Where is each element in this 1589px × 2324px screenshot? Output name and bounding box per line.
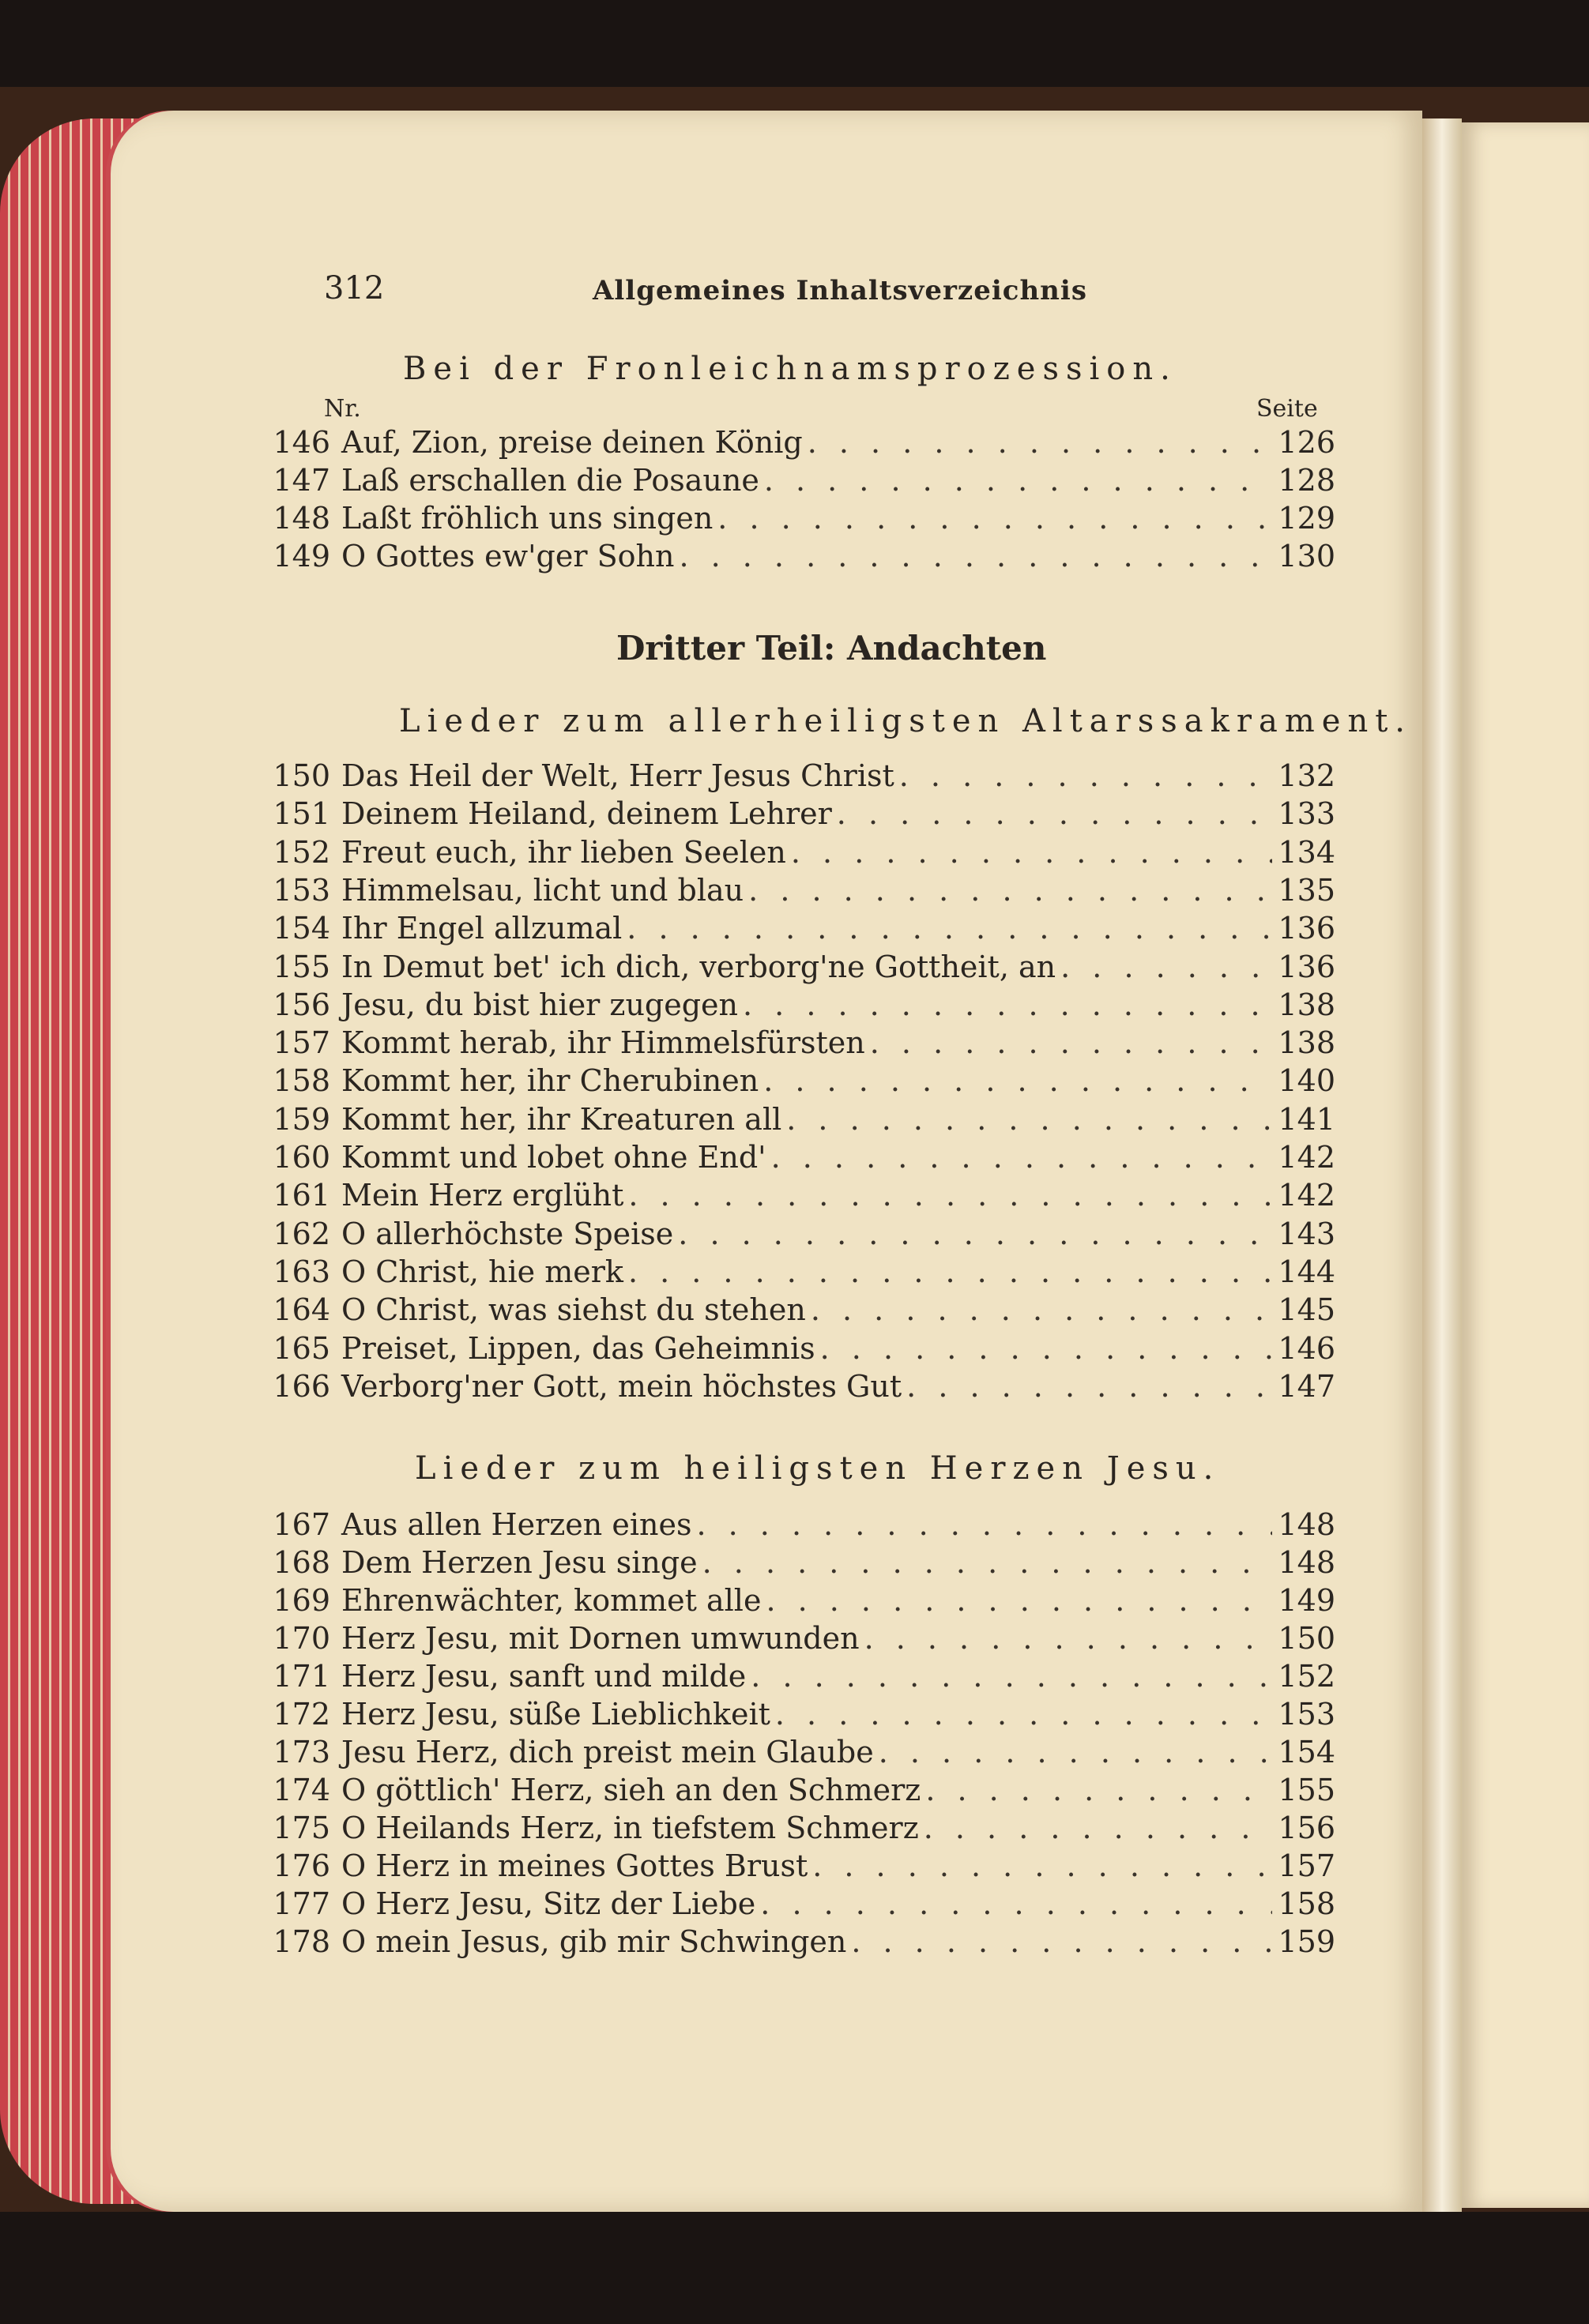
page-number: 312	[324, 270, 385, 306]
entry-number: 165	[273, 1330, 330, 1366]
leader-dots	[906, 1369, 1272, 1404]
leader-dots	[775, 1697, 1272, 1732]
toc-entry	[261, 1621, 1335, 1659]
toc-entry	[261, 1811, 1335, 1848]
leader-dots	[764, 463, 1272, 498]
entry-page: 154	[1278, 1735, 1335, 1769]
entry-title: Ihr Engel allzumal	[341, 911, 623, 946]
leader-dots	[1060, 950, 1272, 984]
entry-number: 164	[273, 1292, 330, 1328]
leader-dots	[696, 1507, 1272, 1542]
column-label-page: Seite	[1256, 395, 1318, 423]
entry-number: 158	[273, 1063, 330, 1099]
entry-title: O allerhöchste Speise	[341, 1216, 674, 1251]
entry-page: 155	[1278, 1773, 1335, 1807]
leader-dots	[760, 1886, 1272, 1921]
entry-number: 151	[273, 796, 330, 832]
entry-title: Preiset, Lippen, das Geheimnis	[341, 1330, 815, 1366]
entry-title: Himmelsau, licht und blau	[341, 872, 744, 908]
entry-page: 152	[1278, 1659, 1335, 1694]
entry-number: 150	[273, 758, 330, 793]
entry-page: 145	[1278, 1292, 1335, 1328]
leader-dots	[766, 1583, 1272, 1618]
toc-entry	[261, 796, 1335, 834]
entry-page: 138	[1278, 987, 1335, 1022]
entry-title: Kommt und lobet ohne End'	[341, 1140, 766, 1175]
entry-page: 130	[1278, 539, 1335, 573]
book-gutter	[1422, 118, 1462, 2212]
entry-title: Kommt herab, ihr Himmelsfürsten	[341, 1025, 865, 1061]
entry-number: 177	[273, 1886, 330, 1921]
toc-entry	[261, 463, 1335, 501]
entry-number: 159	[273, 1101, 330, 1137]
entry-number: 160	[273, 1140, 330, 1175]
entry-number: 173	[273, 1735, 330, 1769]
entry-page: 135	[1278, 872, 1335, 908]
leader-dots	[924, 1811, 1272, 1845]
toc-entry	[261, 1848, 1335, 1886]
toc-entry	[261, 1102, 1335, 1140]
entry-title: Herz Jesu, sanft und milde	[341, 1659, 747, 1694]
toc-entry	[261, 1140, 1335, 1178]
entry-number: 166	[273, 1368, 330, 1404]
leader-dots	[751, 1659, 1272, 1694]
toc-entry	[261, 1924, 1335, 1962]
leader-dots	[627, 911, 1272, 946]
toc-entry	[261, 1292, 1335, 1330]
entry-number: 149	[273, 539, 330, 573]
section-heading-altar: Lieder zum allerheiligsten Altarssakrament.	[399, 703, 1412, 739]
entry-title: In Demut bet' ich dich, verborg'ne Gottheit, an	[341, 949, 1056, 984]
entry-title: Laßt fröhlich uns singen	[341, 501, 714, 536]
toc-entry	[261, 539, 1335, 577]
toc-entry	[261, 1583, 1335, 1621]
entry-page: 140	[1278, 1063, 1335, 1099]
entry-number: 178	[273, 1924, 330, 1959]
entry-number: 156	[273, 987, 330, 1022]
entry-page: 138	[1278, 1025, 1335, 1061]
entry-page: 157	[1278, 1848, 1335, 1883]
leader-dots	[811, 1292, 1272, 1327]
part-title: Dritter Teil: Andachten	[616, 629, 1047, 667]
leader-dots	[786, 1102, 1272, 1137]
toc-entry	[261, 1773, 1335, 1811]
entry-title: Freut euch, ihr lieben Seelen	[341, 834, 786, 870]
entry-page: 126	[1278, 425, 1335, 460]
toc-entry	[261, 1886, 1335, 1924]
entry-title: Verborg'ner Gott, mein höchstes Gut	[341, 1368, 902, 1404]
leader-dots	[812, 1848, 1272, 1883]
leader-dots	[899, 758, 1272, 793]
entry-number: 172	[273, 1697, 330, 1732]
entry-number: 169	[273, 1583, 330, 1618]
leader-dots	[628, 1254, 1272, 1289]
entry-title: O göttlich' Herz, sieh an den Schmerz	[341, 1773, 921, 1807]
entry-title: Jesu, du bist hier zugegen	[341, 987, 739, 1022]
entry-page: 148	[1278, 1507, 1335, 1542]
entry-title: Laß erschallen die Posaune	[341, 463, 759, 498]
toc-entry	[261, 835, 1335, 873]
entry-number: 147	[273, 463, 330, 498]
toc-entry	[261, 758, 1335, 796]
entry-number: 163	[273, 1254, 330, 1289]
entry-number: 175	[273, 1811, 330, 1845]
leader-dots	[702, 1545, 1272, 1580]
entry-title: Dem Herzen Jesu singe	[341, 1545, 698, 1580]
entry-number: 168	[273, 1545, 330, 1580]
leader-dots	[628, 1178, 1272, 1213]
entry-page: 136	[1278, 911, 1335, 946]
entry-title: Auf, Zion, preise deinen König	[341, 425, 803, 460]
toc-entry	[261, 1331, 1335, 1369]
entry-title: Herz Jesu, süße Lieblichkeit	[341, 1697, 770, 1732]
entry-number: 162	[273, 1216, 330, 1251]
section-heading-fronleichnam: Bei der Fronleichnamsprozession.	[403, 351, 1177, 387]
toc-entry	[261, 1659, 1335, 1697]
entry-title: Kommt her, ihr Kreaturen all	[341, 1101, 782, 1137]
toc-entry	[261, 911, 1335, 949]
entry-number: 152	[273, 834, 330, 870]
leader-dots	[837, 796, 1272, 831]
entry-number: 146	[273, 425, 330, 460]
entry-page: 133	[1278, 796, 1335, 832]
toc-entry	[261, 1369, 1335, 1407]
toc-entry	[261, 950, 1335, 987]
toc-entry	[261, 873, 1335, 911]
toc-entry	[261, 1025, 1335, 1063]
entry-page: 134	[1278, 834, 1335, 870]
entry-page: 142	[1278, 1178, 1335, 1213]
entry-number: 157	[273, 1025, 330, 1061]
entry-number: 167	[273, 1507, 330, 1542]
entry-page: 128	[1278, 463, 1335, 498]
toc-entry	[261, 1697, 1335, 1735]
entry-title: Jesu Herz, dich preist mein Glaube	[341, 1735, 874, 1769]
entry-title: Mein Herz erglüht	[341, 1178, 624, 1213]
leader-dots	[743, 987, 1272, 1022]
leader-dots	[763, 1063, 1272, 1098]
entry-title: Ehrenwächter, kommet alle	[341, 1583, 762, 1618]
leader-dots	[851, 1924, 1272, 1959]
entry-page: 141	[1278, 1101, 1335, 1137]
entry-number: 161	[273, 1178, 330, 1213]
leader-dots	[870, 1025, 1272, 1060]
toc-entry	[261, 425, 1335, 463]
toc-entry	[261, 501, 1335, 539]
toc-entry	[261, 1254, 1335, 1292]
toc-entry	[261, 1217, 1335, 1254]
entry-title: O mein Jesus, gib mir Schwingen	[341, 1924, 847, 1959]
entry-number: 174	[273, 1773, 330, 1807]
entry-page: 143	[1278, 1216, 1335, 1251]
leader-dots	[820, 1331, 1272, 1366]
entry-number: 153	[273, 872, 330, 908]
entry-page: 149	[1278, 1583, 1335, 1618]
column-label-number: Nr.	[324, 395, 361, 423]
leader-dots	[717, 501, 1272, 536]
entry-title: O Gottes ew'ger Sohn	[341, 539, 675, 573]
leader-dots	[748, 873, 1272, 908]
facing-page	[1462, 122, 1589, 2208]
entry-page: 146	[1278, 1330, 1335, 1366]
entry-title: O Christ, hie merk	[341, 1254, 623, 1289]
entry-page: 150	[1278, 1621, 1335, 1656]
entry-page: 147	[1278, 1368, 1335, 1404]
entry-page: 153	[1278, 1697, 1335, 1732]
toc-entry	[261, 987, 1335, 1025]
toc-entry	[261, 1735, 1335, 1773]
entry-page: 144	[1278, 1254, 1335, 1289]
leader-dots	[771, 1140, 1272, 1175]
entry-number: 154	[273, 911, 330, 946]
leader-dots	[791, 835, 1272, 870]
entry-title: Das Heil der Welt, Herr Jesus Christ	[341, 758, 894, 793]
entry-title: O Heilands Herz, in tiefstem Schmerz	[341, 1811, 919, 1845]
entry-page: 158	[1278, 1886, 1335, 1921]
entry-title: Deinem Heiland, deinem Lehrer	[341, 796, 832, 832]
entry-page: 129	[1278, 501, 1335, 536]
entry-number: 176	[273, 1848, 330, 1883]
entry-title: O Christ, was siehst du stehen	[341, 1292, 806, 1328]
entry-page: 136	[1278, 949, 1335, 984]
leader-dots	[679, 539, 1272, 573]
leader-dots	[808, 425, 1272, 460]
entry-number: 155	[273, 949, 330, 984]
leader-dots	[864, 1621, 1272, 1656]
entry-number: 171	[273, 1659, 330, 1694]
entry-page: 132	[1278, 758, 1335, 793]
leader-dots	[879, 1735, 1272, 1769]
leader-dots	[678, 1217, 1272, 1251]
entry-title: Aus allen Herzen eines	[341, 1507, 692, 1542]
toc-entry	[261, 1545, 1335, 1583]
entry-page: 142	[1278, 1140, 1335, 1175]
entry-title: Herz Jesu, mit Dornen umwunden	[341, 1621, 860, 1656]
leader-dots	[925, 1773, 1272, 1807]
section-heading-herz: Lieder zum heiligsten Herzen Jesu.	[415, 1450, 1221, 1487]
entry-number: 148	[273, 501, 330, 536]
toc-entry	[261, 1507, 1335, 1545]
entry-page: 148	[1278, 1545, 1335, 1580]
entry-page: 156	[1278, 1811, 1335, 1845]
entry-number: 170	[273, 1621, 330, 1656]
page-header	[324, 270, 1335, 318]
toc-entry	[261, 1063, 1335, 1101]
entry-page: 159	[1278, 1924, 1335, 1959]
toc-entry	[261, 1178, 1335, 1216]
entry-title: Kommt her, ihr Cherubinen	[341, 1063, 759, 1099]
running-title: Allgemeines Inhaltsverzeichnis	[593, 275, 1087, 306]
entry-title: O Herz in meines Gottes Brust	[341, 1848, 808, 1883]
entry-title: O Herz Jesu, Sitz der Liebe	[341, 1886, 756, 1921]
